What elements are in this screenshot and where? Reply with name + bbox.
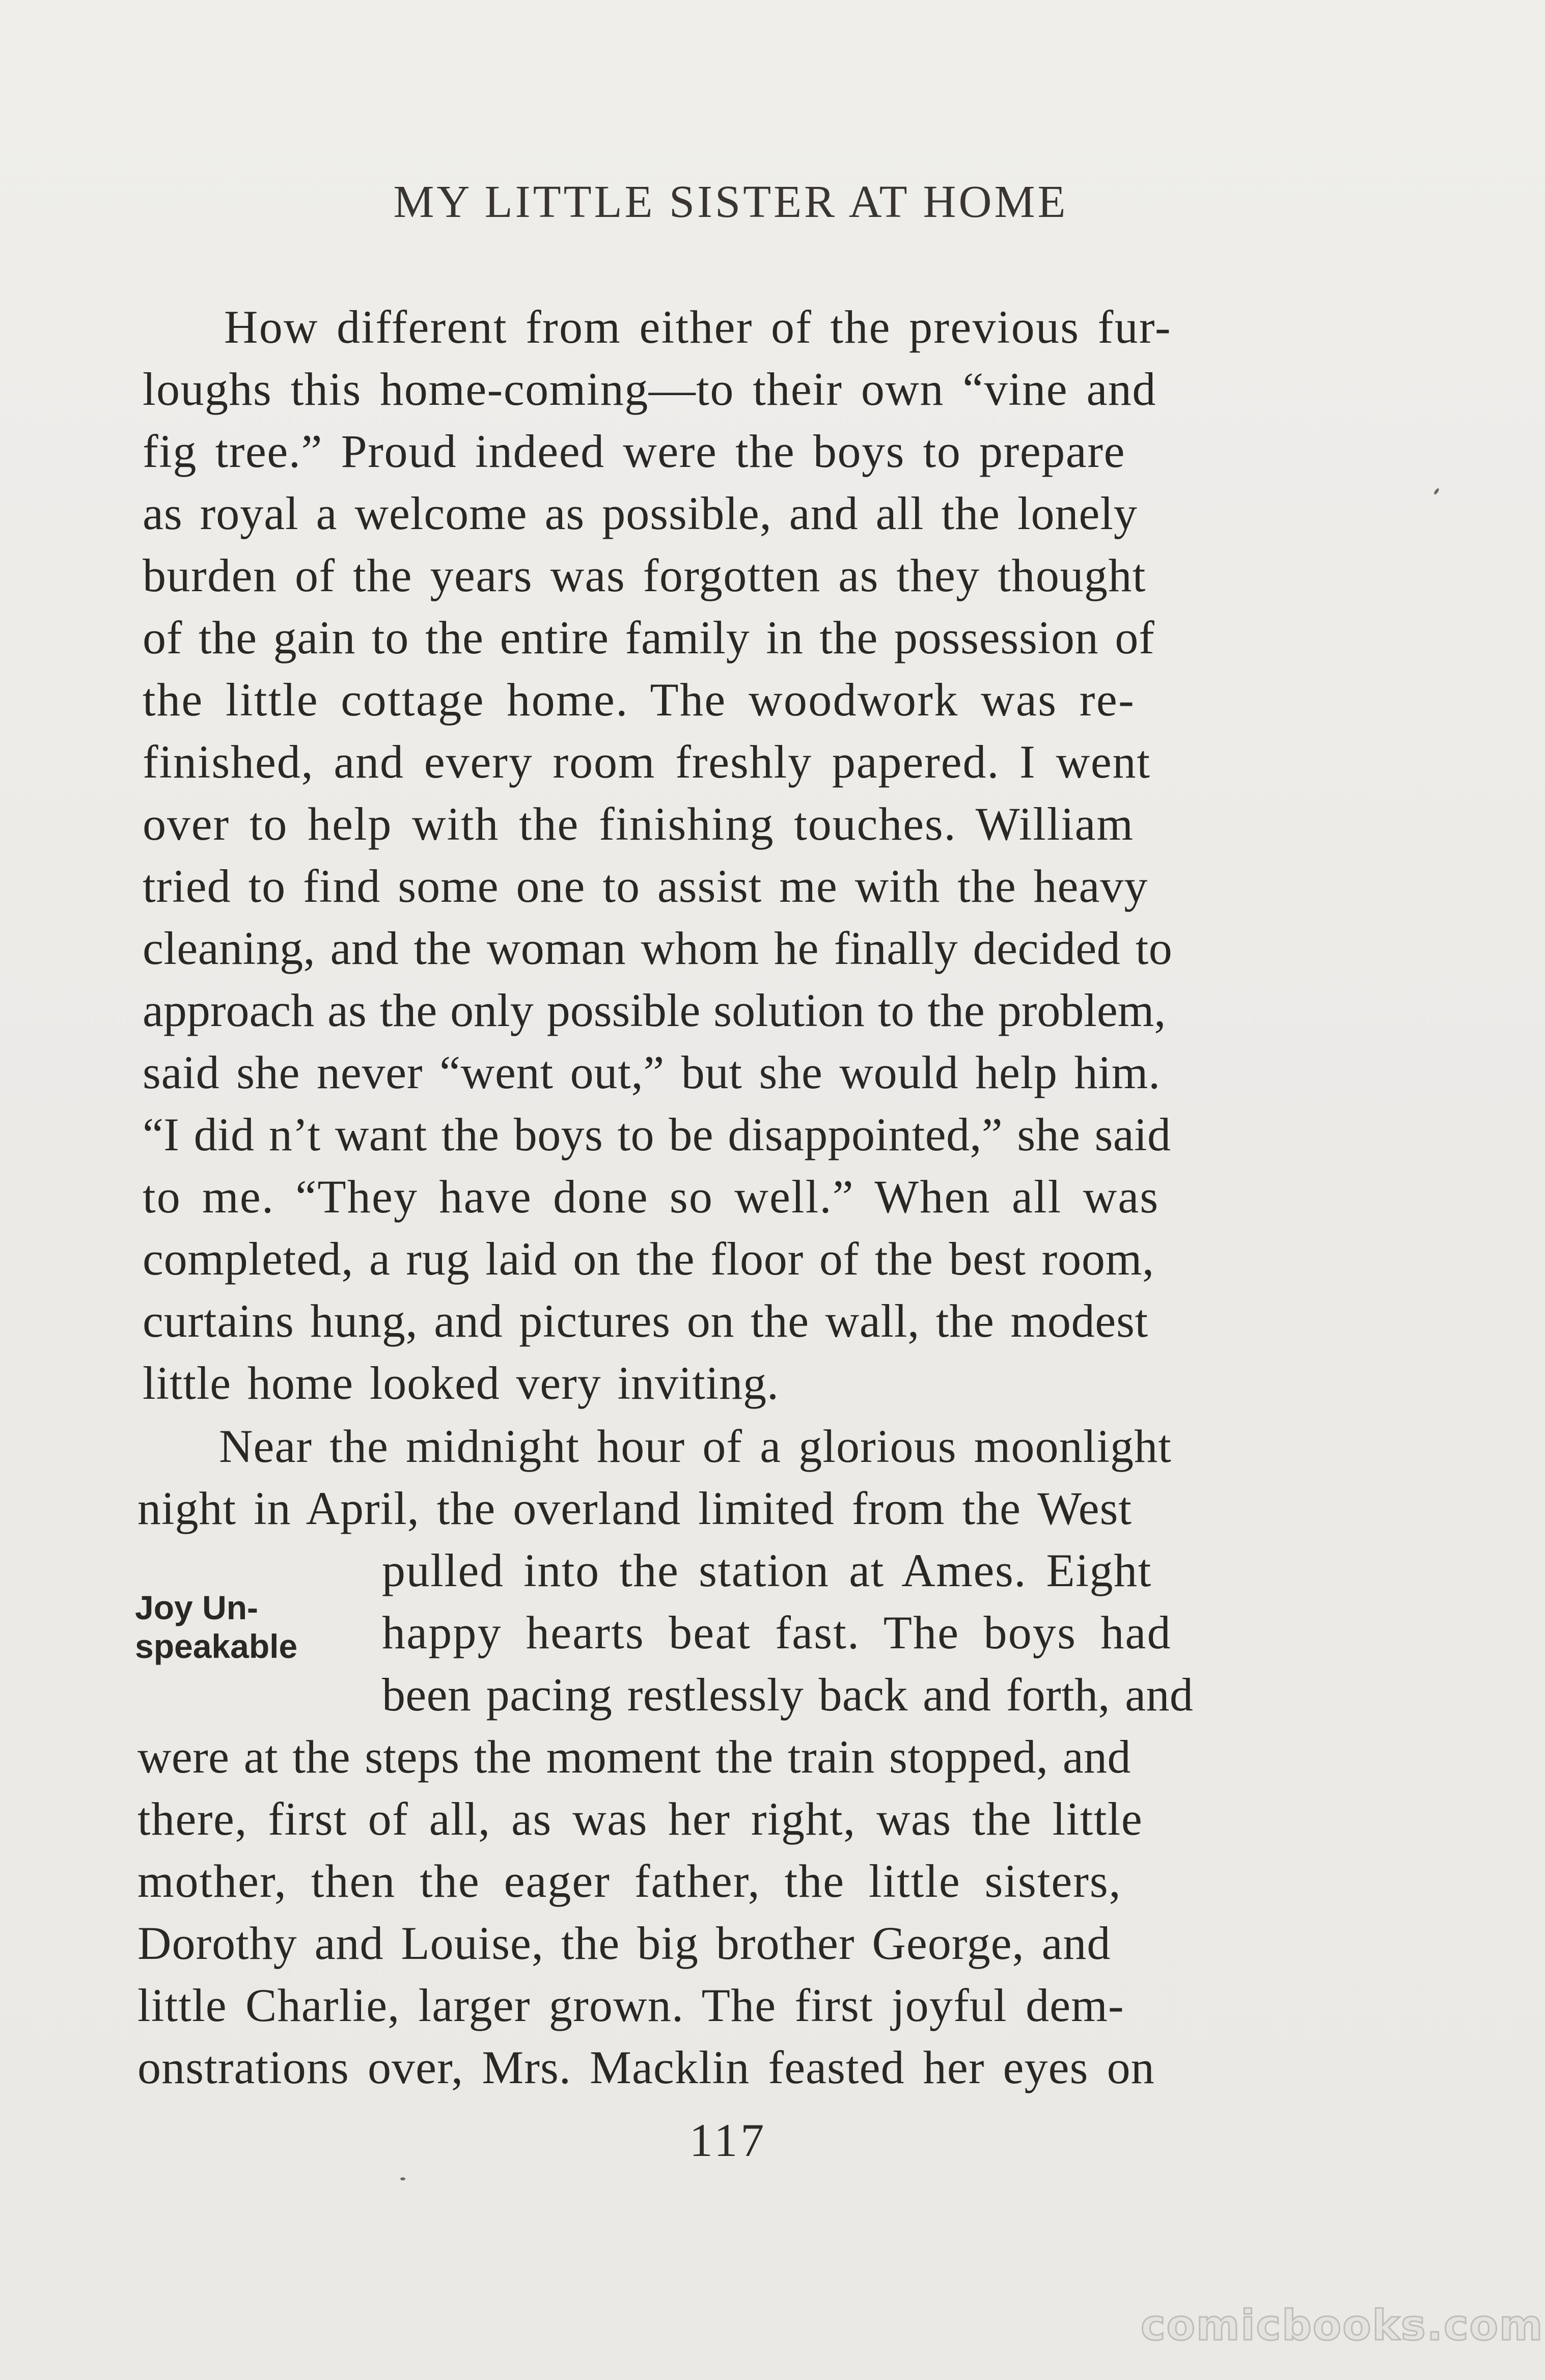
text-line: approach as the only possible solution to the problem, [143,984,1166,1036]
text-line: of the gain to the entire family in the possession of [143,612,1155,663]
text-line: night in April, the overland limited from the West [137,1482,1132,1534]
ink-speck [1433,488,1440,495]
text-line: completed, a rug laid on the floor of the best room, [143,1233,1154,1285]
text-line: “I did n’t want the boys to be disappointed,” she said [143,1109,1171,1160]
text-line: Dorothy and Louise, the big brother George, and [137,1917,1111,1969]
text-line: tried to find some one to assist me with the heavy [143,860,1148,912]
text-line: there, first of all, as was her right, was the little [137,1793,1143,1845]
text-line: curtains hung, and pictures on the wall, the modest [143,1295,1149,1347]
text-line: were at the steps the moment the train stopped, and [137,1731,1131,1783]
text-line: as royal a welcome as possible, and all the lonely [143,487,1138,539]
text-line: to me. “They have done so well.” When all was [143,1171,1160,1223]
text-line: fig tree.” Proud indeed were the boys to prepare [143,425,1126,477]
margin-note-line: Joy Un- [135,1589,259,1626]
text-line: finished, and every room freshly papered. I went [143,736,1151,788]
running-head: MY LITTLE SISTER AT HOME [393,177,1068,227]
text-line: happy hearts beat fast. The boys had [382,1607,1172,1658]
text-line: been pacing restlessly back and forth, and [382,1669,1194,1721]
text-line: burden of the years was forgotten as they thought [143,549,1146,601]
text-line: mother, then the eager father, the little sisters, [137,1855,1122,1907]
text-line: How different from either of the previous fur- [224,301,1172,353]
watermark: comicbooks.com [1141,2302,1544,2350]
text-line: pulled into the station at Ames. Eight [382,1544,1152,1596]
page-number: 117 [689,2114,767,2166]
text-line: over to help with the finishing touches. William [143,798,1134,850]
text-line: the little cottage home. The woodwork was re- [143,674,1136,726]
text-line: cleaning, and the woman whom he finally decided to [143,922,1173,974]
margin-note [135,1589,339,1666]
text-line: said she never “went out,” but she would help him. [143,1046,1161,1098]
margin-note-line: speakable [135,1627,298,1665]
text-line: onstrations over, Mrs. Macklin feasted her eyes on [137,2041,1155,2093]
ink-speck [400,2177,405,2180]
text-line: Near the midnight hour of a glorious moonlight [219,1420,1172,1472]
text-line: loughs this home-coming—to their own “vine and [143,363,1156,415]
text-line: little Charlie, larger grown. The first joyful dem- [137,1979,1124,2031]
text-line: little home looked very inviting. [143,1357,779,1409]
